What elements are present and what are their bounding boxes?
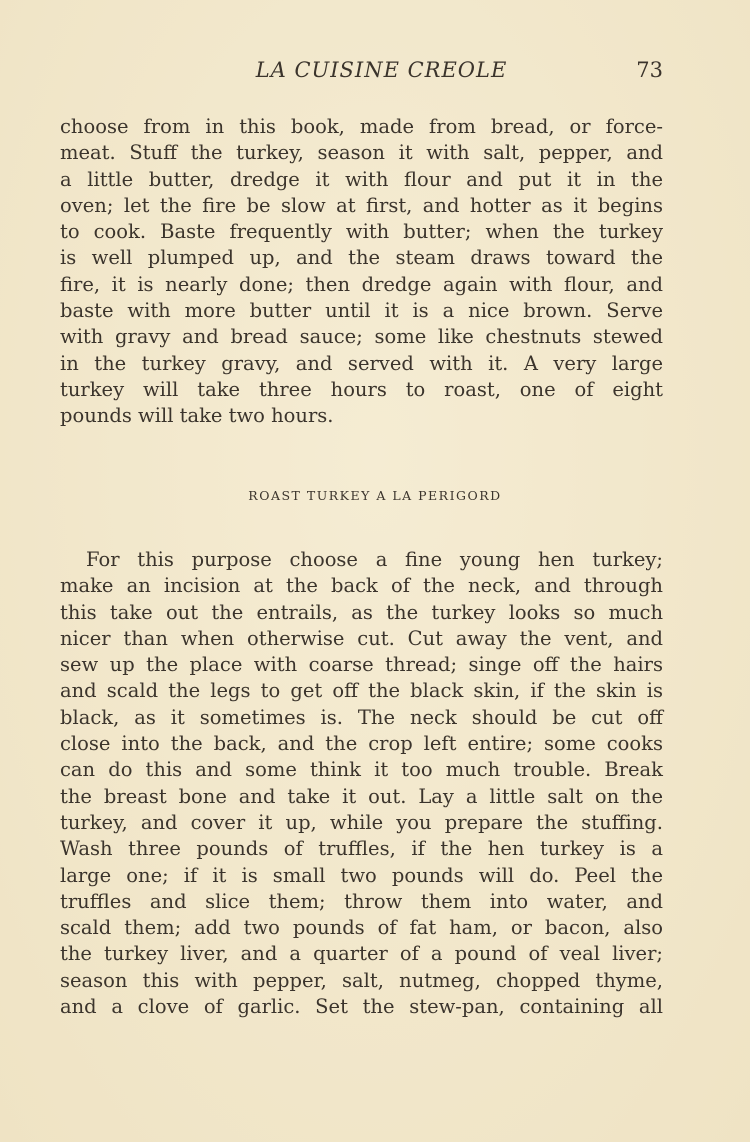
paragraph-continued (60, 114, 663, 430)
text-line: sew up the place with coarse thread; singe off the hairs (60, 653, 663, 677)
text-line: a little butter, dredge it with flour and put it in the (60, 167, 663, 191)
text-line: close into the back, and the crop left entire; some cooks (60, 732, 663, 756)
paragraph-recipe (60, 547, 663, 1020)
text-line: turkey will take three hours to roast, one of eight (60, 377, 663, 401)
text-line: nicer than when otherwise cut. Cut away the vent, and (60, 626, 663, 650)
text-line: to cook. Baste frequently with butter; when the turkey (60, 220, 663, 244)
running-title: LA CUISINE CREOLE (255, 58, 508, 82)
text-line: and scald the legs to get off the black skin, if the skin is (60, 679, 663, 703)
text-line: oven; let the fire be slow at first, and hotter as it begins (60, 193, 663, 217)
text-line: in the turkey gravy, and served with it. A very large (60, 351, 663, 375)
text-line: choose from in this book, made from bread, or force- (60, 115, 663, 138)
text-line: can do this and some think it too much trouble. Break (60, 758, 663, 782)
text-line: large one; if it is small two pounds will do. Peel the (60, 863, 663, 887)
text-line: black, as it sometimes is. The neck should be cut off (60, 705, 663, 729)
text-line: turkey, and cover it up, while you prepare the stuffing. (60, 810, 663, 834)
text-line: the breast bone and take it out. Lay a little salt on the (60, 784, 663, 808)
text-line: fire, it is nearly done; then dredge again with flour, and (60, 272, 663, 296)
page-number: 73 (636, 58, 663, 82)
text-line: pounds will take two hours. (60, 404, 334, 428)
text-line: meat. Stuff the turkey, season it with salt, pepper, and (60, 141, 663, 165)
text-line: baste with more butter until it is a nice brown. Serve (60, 299, 663, 323)
text-line: this take out the entrails, as the turkey looks so much (60, 600, 663, 624)
text-line: is well plumped up, and the steam draws toward the (60, 246, 663, 270)
text-line: For this purpose choose a fine young hen turkey; (86, 548, 663, 571)
text-line: make an incision at the back of the neck, and through (60, 574, 663, 598)
text-line: with gravy and bread sauce; some like chestnuts stewed (60, 325, 663, 349)
text-line: season this with pepper, salt, nutmeg, chopped thyme, (60, 968, 663, 992)
text-line: the turkey liver, and a quarter of a pound of veal liver; (60, 942, 663, 966)
recipe-heading: ROAST TURKEY A LA PERIGORD (248, 488, 502, 503)
text-line: scald them; add two pounds of fat ham, or bacon, also (60, 916, 663, 940)
text-line: truffles and slice them; throw them into water, and (60, 889, 663, 913)
text-line: Wash three pounds of truffles, if the hen turkey is a (60, 837, 663, 861)
page-header (60, 58, 663, 88)
text-line: and a clove of garlic. Set the stew-pan, containing all (60, 995, 663, 1019)
